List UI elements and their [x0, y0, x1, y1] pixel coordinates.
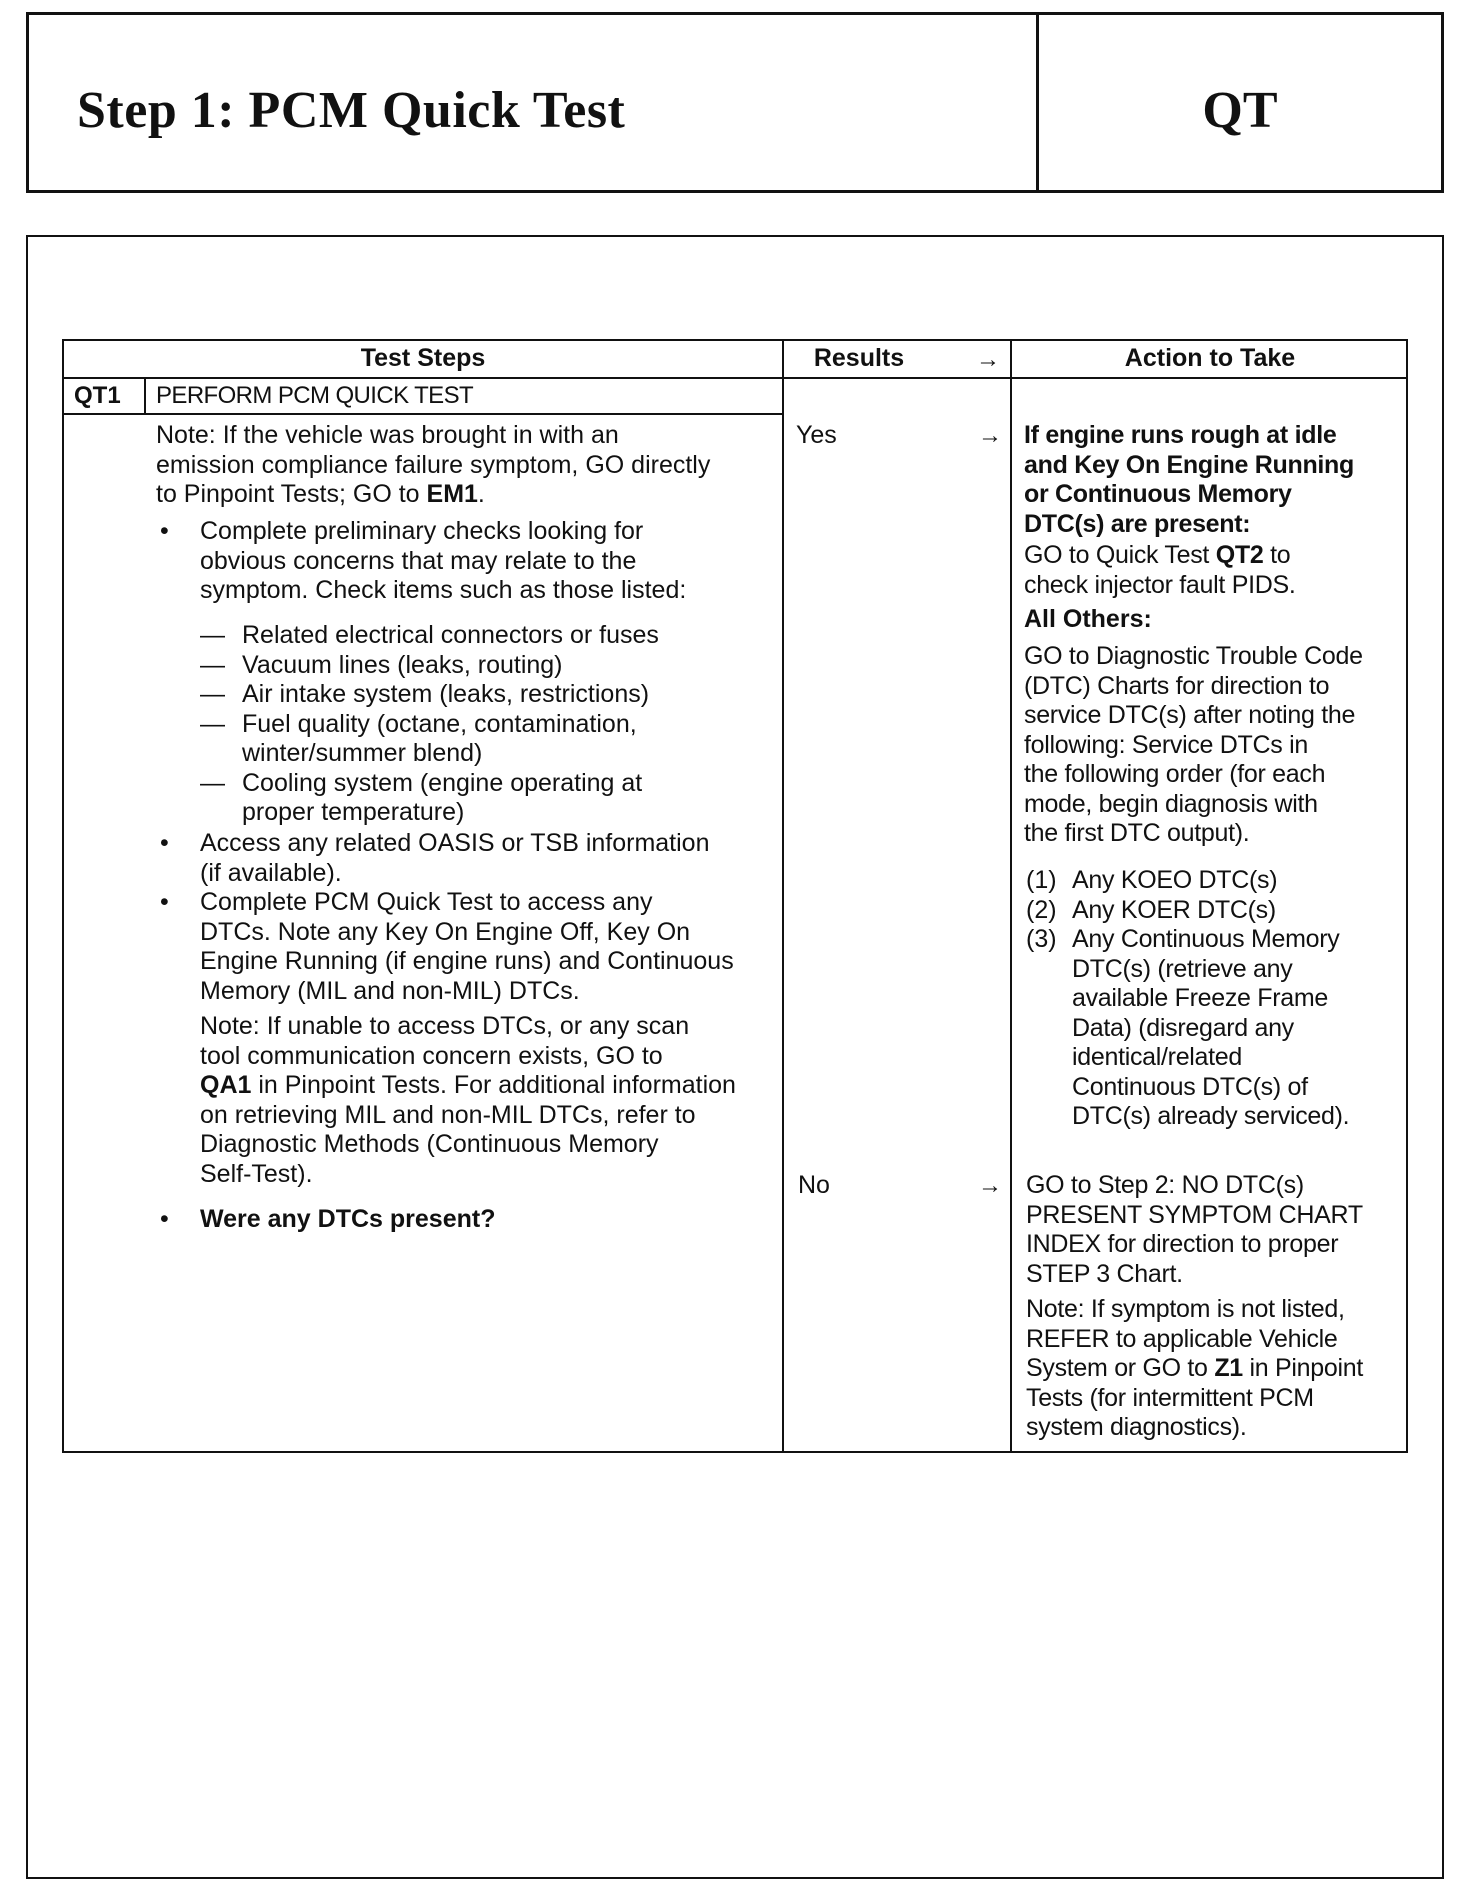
- check-item: Fuel quality (octane, contamination,: [242, 709, 637, 738]
- bullet-quick-test: [200, 888, 734, 1006]
- bullet-icon: •: [160, 517, 169, 545]
- note-line: Note: If unable to access DTCs, or any scan: [200, 1012, 690, 1040]
- order-number: (3): [1026, 925, 1057, 953]
- action-line: check injector fault PIDS.: [1024, 570, 1296, 599]
- order-item: Any KOEO DTC(s): [1072, 866, 1278, 894]
- order-number: (1): [1026, 866, 1057, 894]
- bullet-line: Complete preliminary checks looking for: [200, 517, 644, 545]
- note-line: tool communication concern exists, GO to: [200, 1041, 663, 1070]
- action-line: service DTC(s) after noting the: [1024, 701, 1356, 729]
- check-list: [242, 621, 659, 828]
- step-id: QT1: [74, 382, 121, 409]
- section-code: QT: [1202, 82, 1278, 139]
- pinpoint-ref-z1: Z1: [1214, 1354, 1243, 1382]
- no-action: [1026, 1171, 1363, 1289]
- header-results: Results: [813, 344, 905, 372]
- note-line: on retrieving MIL and non-MIL DTCs, refer to: [200, 1100, 696, 1129]
- note-line-end: in Pinpoint: [1242, 1354, 1363, 1382]
- bullet-line: (if available).: [200, 858, 342, 887]
- note-line: Tests (for intermittent PCM: [1026, 1383, 1314, 1412]
- note-line: Self-Test).: [200, 1159, 313, 1188]
- action-line: PRESENT SYMPTOM CHART: [1026, 1200, 1363, 1229]
- order-item: Any KOER DTC(s): [1072, 895, 1276, 924]
- step-title: PERFORM PCM QUICK TEST: [156, 382, 474, 409]
- check-item: Air intake system (leaks, restrictions): [242, 680, 650, 708]
- quick-test-ref-qt2: QT2: [1215, 541, 1264, 569]
- dash-icon: —: [200, 621, 225, 649]
- note-line: to Pinpoint Tests; GO to: [156, 480, 420, 508]
- note-line: in Pinpoint Tests. For additional information: [251, 1071, 736, 1099]
- note-emission: [156, 421, 710, 510]
- action-line: mode, begin diagnosis with: [1024, 789, 1318, 818]
- condition-line: and Key On Engine Running: [1024, 450, 1355, 479]
- note-line: emission compliance failure symptom, GO directly: [156, 450, 711, 479]
- column-divider-results: [782, 341, 784, 1453]
- check-item: Cooling system (engine operating at: [242, 768, 643, 797]
- condition-line: If engine runs rough at idle: [1024, 421, 1337, 449]
- header-row-divider: [64, 377, 1408, 379]
- bullet-icon: •: [160, 1205, 169, 1233]
- action-line: GO to Quick Test: [1024, 541, 1216, 569]
- order-item: available Freeze Frame: [1072, 984, 1329, 1012]
- pinpoint-ref-qa1: QA1: [200, 1071, 252, 1099]
- action-line: GO to Step 2: NO DTC(s): [1026, 1171, 1304, 1199]
- bullet-line: obvious concerns that may relate to the: [200, 546, 637, 575]
- header-action: Action to Take: [1124, 344, 1296, 372]
- order-numbers: [1026, 866, 1057, 955]
- pinpoint-ref-em1: EM1: [426, 480, 478, 508]
- page-title: Step 1: PCM Quick Test: [77, 82, 626, 139]
- note-line: Note: If symptom is not listed,: [1026, 1295, 1345, 1323]
- action-line: (DTC) Charts for direction to: [1024, 671, 1330, 700]
- action-line-end: to: [1263, 541, 1291, 569]
- bullet-line: symptom. Check items such as those listed:: [200, 576, 687, 604]
- note-line: system diagnostics).: [1026, 1413, 1247, 1441]
- bullet-preliminary-checks: [200, 517, 686, 606]
- bullet-line: Engine Running (if engine runs) and Continuous: [200, 947, 734, 975]
- order-item: Data) (disregard any: [1072, 1013, 1294, 1042]
- action-line: STEP 3 Chart.: [1026, 1259, 1183, 1288]
- result-yes: Yes: [796, 421, 837, 449]
- note-line-end: .: [477, 480, 485, 508]
- header-test-steps: Test Steps: [360, 344, 486, 372]
- dash-icon: —: [200, 768, 225, 797]
- action-line: the following order (for each: [1024, 760, 1326, 788]
- order-item: DTC(s) already serviced).: [1072, 1102, 1350, 1130]
- bullet-icon: •: [160, 829, 169, 857]
- dash-column: [200, 621, 225, 798]
- header-box: [26, 12, 1444, 193]
- bullet-line: Memory (MIL and non-MIL) DTCs.: [200, 976, 580, 1005]
- condition-line: or Continuous Memory: [1024, 480, 1292, 508]
- bullet-oasis-tsb: [200, 829, 710, 888]
- check-item: proper temperature): [242, 798, 465, 826]
- dash-icon: —: [200, 709, 225, 738]
- note-scan-tool: [200, 1012, 736, 1189]
- action-line: the first DTC output).: [1024, 819, 1250, 847]
- yes-action: [1024, 541, 1296, 600]
- note-line: Diagnostic Methods (Continuous Memory: [200, 1130, 659, 1158]
- dash-icon: —: [200, 680, 225, 708]
- all-others-label: All Others:: [1024, 605, 1152, 633]
- note-line: Note: If the vehicle was brought in with an: [156, 421, 619, 449]
- order-item: identical/related: [1072, 1043, 1243, 1071]
- bullet-line: DTCs. Note any Key On Engine Off, Key On: [200, 917, 691, 946]
- column-divider-action: [1010, 341, 1012, 1453]
- check-item: Related electrical connectors or fuses: [242, 621, 659, 649]
- condition-line: DTC(s) are present:: [1024, 509, 1251, 538]
- order-item: Any Continuous Memory: [1072, 925, 1340, 953]
- check-item: winter/summer blend): [242, 739, 483, 767]
- bullet-line: Complete PCM Quick Test to access any: [200, 888, 653, 916]
- diagnostic-table: [62, 339, 1408, 1453]
- dash-icon: —: [200, 650, 225, 679]
- bullet-icon: •: [160, 888, 169, 916]
- step-title-divider: [64, 413, 782, 415]
- check-item: Vacuum lines (leaks, routing): [242, 650, 563, 679]
- order-number: (2): [1026, 895, 1057, 924]
- no-note: [1026, 1295, 1363, 1443]
- others-action: [1024, 642, 1363, 849]
- order-items: [1072, 866, 1349, 1132]
- note-line: REFER to applicable Vehicle: [1026, 1324, 1338, 1353]
- bullet-line: Access any related OASIS or TSB information: [200, 829, 710, 857]
- yes-condition: [1024, 421, 1354, 539]
- note-line: System or GO to: [1026, 1354, 1215, 1382]
- order-item: Continuous DTC(s) of: [1072, 1072, 1308, 1101]
- arrow-right-icon: →: [978, 422, 1002, 449]
- order-item: DTC(s) (retrieve any: [1072, 954, 1293, 983]
- question-dtcs-present: Were any DTCs present?: [200, 1205, 496, 1233]
- step-id-divider: [144, 377, 146, 413]
- action-line: following: Service DTCs in: [1024, 730, 1308, 759]
- action-line: INDEX for direction to proper: [1026, 1230, 1339, 1258]
- result-no: No: [798, 1171, 830, 1199]
- header-arrow-icon: →: [976, 346, 1000, 373]
- arrow-right-icon: →: [978, 1172, 1002, 1199]
- action-line: GO to Diagnostic Trouble Code: [1024, 642, 1363, 670]
